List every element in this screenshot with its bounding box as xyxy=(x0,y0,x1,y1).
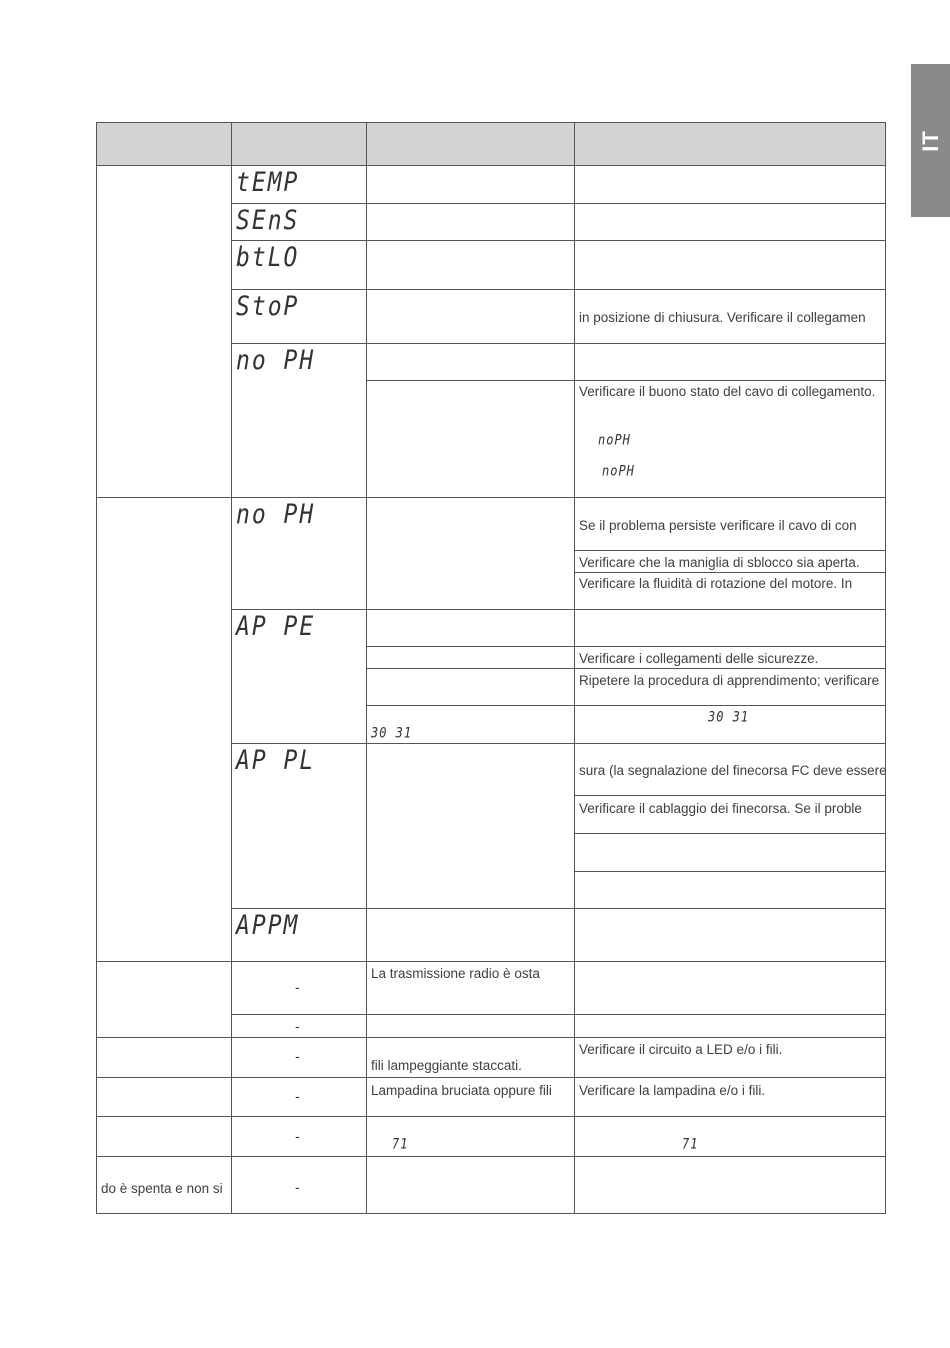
display-code: AP PL xyxy=(236,746,316,776)
remedy-text: Verificare la lampadina e/o i fili. xyxy=(579,1083,766,1098)
empty-code-dash: - xyxy=(295,1128,300,1144)
table-rule xyxy=(96,1213,886,1214)
table-rule xyxy=(96,497,886,498)
remedy-text: Verificare il circuito a LED e/o i fili. xyxy=(579,1042,783,1057)
table-rule xyxy=(574,833,886,834)
table-rule xyxy=(885,122,886,1214)
table-rule xyxy=(366,646,886,647)
remedy-text: Verificare che la maniglia di sblocco sia aperta. xyxy=(579,555,860,570)
table-rule xyxy=(96,1077,886,1078)
terminal-numbers: 30 31 xyxy=(708,709,750,726)
table-rule xyxy=(96,165,886,166)
table-rule xyxy=(231,289,886,290)
display-code: no PH xyxy=(236,346,316,376)
table-header xyxy=(96,122,886,165)
table-rule xyxy=(96,122,97,1214)
remedy-text: Verificare la fluidità di rotazione del motore. In xyxy=(579,576,853,591)
remedy-text: Verificare il buono stato del cavo di collegamento. xyxy=(579,384,876,399)
display-code: noPH xyxy=(598,432,631,449)
display-code: no PH xyxy=(236,500,316,530)
empty-code-dash: - xyxy=(295,1048,300,1064)
display-code: noPH xyxy=(602,463,635,480)
table-rule xyxy=(574,550,886,551)
display-code: StoP xyxy=(236,292,300,322)
table-rule xyxy=(231,743,886,744)
table-rule xyxy=(96,122,886,123)
table-rule xyxy=(96,1037,886,1038)
table-rule xyxy=(366,668,886,669)
table-rule xyxy=(574,795,886,796)
display-code: btLO xyxy=(236,243,300,273)
table-rule xyxy=(231,343,886,344)
display-code: tEMP xyxy=(236,168,300,198)
table-rule xyxy=(96,1156,886,1157)
remedy-text: Verificare i collegamenti delle sicurezze. xyxy=(579,651,819,666)
table-rule xyxy=(574,871,886,872)
display-code: AP PE xyxy=(236,612,316,642)
table-rule xyxy=(366,122,367,1214)
parameter-number: 71 xyxy=(682,1136,699,1153)
table-rule xyxy=(231,122,232,1214)
remedy-text: Verificare il cablaggio dei finecorsa. Se il proble xyxy=(579,801,862,816)
problem-text: do è spenta e non si xyxy=(101,1181,223,1196)
empty-code-dash: - xyxy=(295,1088,300,1104)
table-rule xyxy=(574,122,575,1214)
table-rule xyxy=(231,609,886,610)
cause-text: fili lampeggiante staccati. xyxy=(371,1058,522,1073)
terminal-numbers: 30 31 xyxy=(371,725,413,742)
empty-code-dash: - xyxy=(295,1179,300,1195)
language-label: IT xyxy=(917,129,943,152)
display-code: SEnS xyxy=(236,206,300,236)
display-code: APPM xyxy=(236,911,300,941)
table-rule xyxy=(231,1014,886,1015)
remedy-text: in posizione di chiusura. Verificare il collegamen xyxy=(579,310,866,325)
empty-code-dash: - xyxy=(295,1018,300,1034)
table-rule xyxy=(574,572,886,573)
parameter-number: 71 xyxy=(392,1136,409,1153)
cause-text: Lampadina bruciata oppure fili xyxy=(371,1083,552,1098)
cause-text: La trasmissione radio è osta xyxy=(371,966,540,981)
table-rule xyxy=(231,908,886,909)
table-rule xyxy=(366,380,886,381)
table-rule xyxy=(366,705,886,706)
remedy-text: sura (la segnalazione del finecorsa FC deve essere xyxy=(579,763,887,778)
table-rule xyxy=(96,961,886,962)
table-rule xyxy=(96,1116,886,1117)
empty-code-dash: - xyxy=(295,979,300,995)
remedy-text: Ripetere la procedura di apprendimento; verificare xyxy=(579,673,880,688)
table-rule xyxy=(231,203,886,204)
table-rule xyxy=(231,240,886,241)
language-tab xyxy=(911,64,950,217)
remedy-text: Se il problema persiste verificare il cavo di con xyxy=(579,518,857,533)
